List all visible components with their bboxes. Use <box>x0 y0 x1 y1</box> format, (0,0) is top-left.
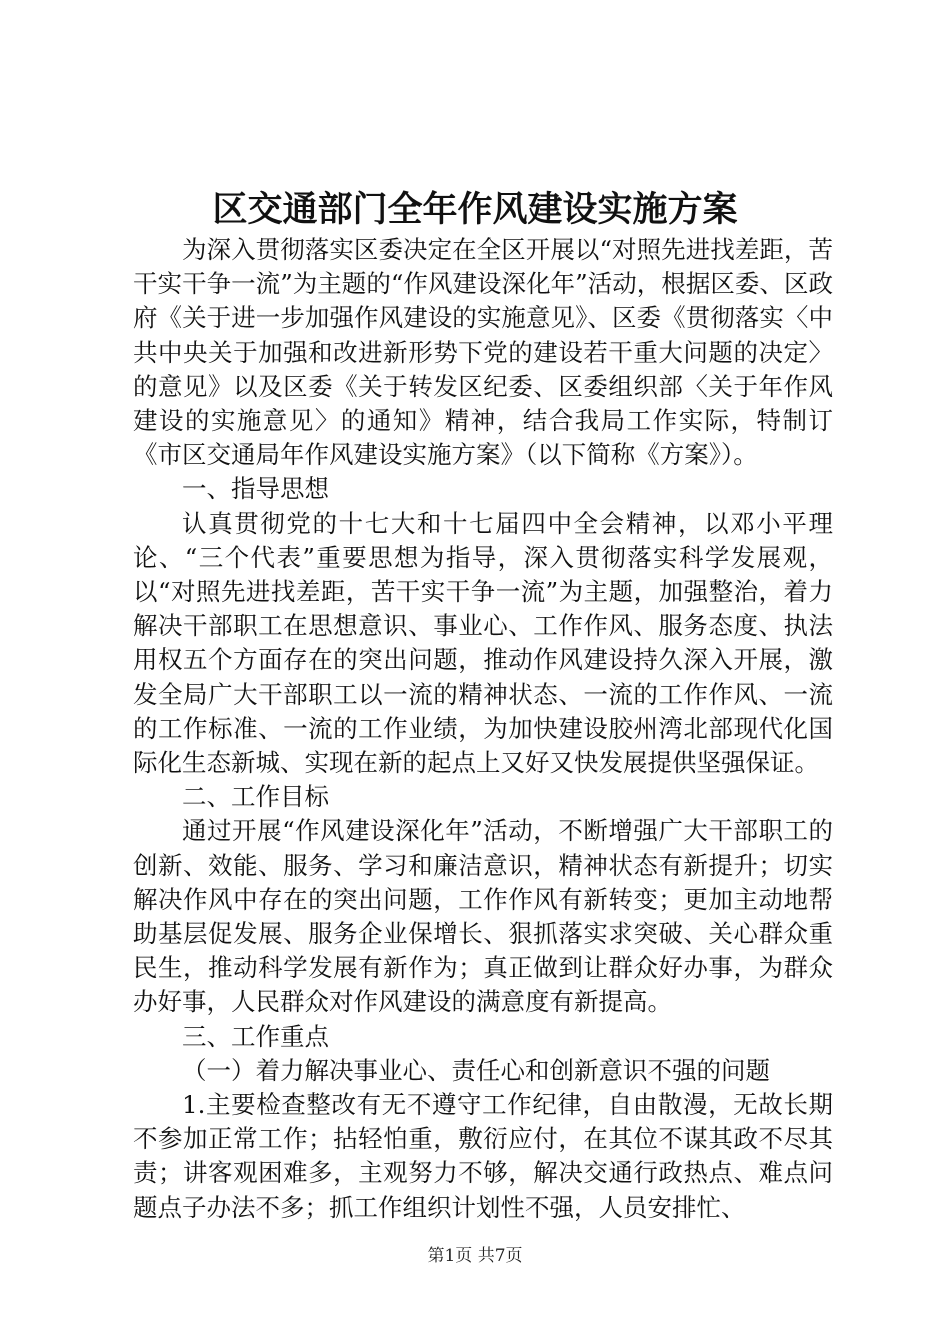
section-paragraph-work-goals: 通过开展“作风建设深化年”活动，不断增强广大干部职工的创新、效能、服务、学习和廉洁意识，精神状态有新提升；切实解决作风中存在的突出问题，工作作风有新转变；更加主动地帮助基层促发展、服务企业保增长、狠抓落实求突破、关心群众重民生，推动科学发展有新作为；真正做到让群众好办事，为群众办好事，人民群众对作风建设的满意度有新提高。 <box>133 816 833 1017</box>
intro-paragraph: 为深入贯彻落实区委决定在全区开展以“对照先进找差距，苦干实干争一流”为主题的“作风建设深化年”活动，根据区委、区政府《关于进一步加强作风建设的实施意见》、区委《贯彻落实〈中共中央关于加强和改进新形势下党的建设若干重大问题的决定〉的意见》以及区委《关于转发区纪委、区委组织部〈关于年作风建设的实施意见〉的通知》精神，结合我局工作实际，特制订《市区交通局年作风建设实施方案》（以下简称《方案》）。 <box>133 235 833 470</box>
section-heading-guiding-thought: 一、指导思想 <box>182 474 329 504</box>
document-body <box>133 233 833 1225</box>
page-footer: 第1页 共7页 <box>427 1246 523 1266</box>
section-paragraph-guiding-thought: 认真贯彻党的十七大和十七届四中全会精神，以邓小平理论、“三个代表”重要思想为指导，深入贯彻落实科学发展观，以“对照先进找差距，苦干实干争一流”为主题，加强整治，着力解决干部职工在思想意识、事业心、工作作风、服务态度、执法用权五个方面存在的突出问题，推动作风建设持久深入开展，激发全局广大干部职工以一流的精神状态、一流的工作作风、一流的工作标准、一流的工作业绩，为加快建设胶州湾北部现代化国际化生态新城、实现在新的起点上又好又快发展提供坚强保证。 <box>133 508 833 778</box>
document-title: 区交通部门全年作风建设实施方案 <box>212 190 738 230</box>
section-heading-work-goals: 二、工作目标 <box>182 782 329 812</box>
item-paragraph-one: 1.主要检查整改有无不遵守工作纪律，自由散漫，无故长期不参加正常工作；拈轻怕重，敷衍应付，在其位不谋其政不尽其责；讲客观困难多，主观努力不够，解决交通行政热点、难点问题点子办法不多；抓工作组织计划性不强，人员安排忙、 <box>133 1090 833 1222</box>
subsection-heading-one: （一）着力解决事业心、责任心和创新意识不强的问题 <box>182 1055 770 1085</box>
section-heading-work-focus: 三、工作重点 <box>182 1021 329 1051</box>
